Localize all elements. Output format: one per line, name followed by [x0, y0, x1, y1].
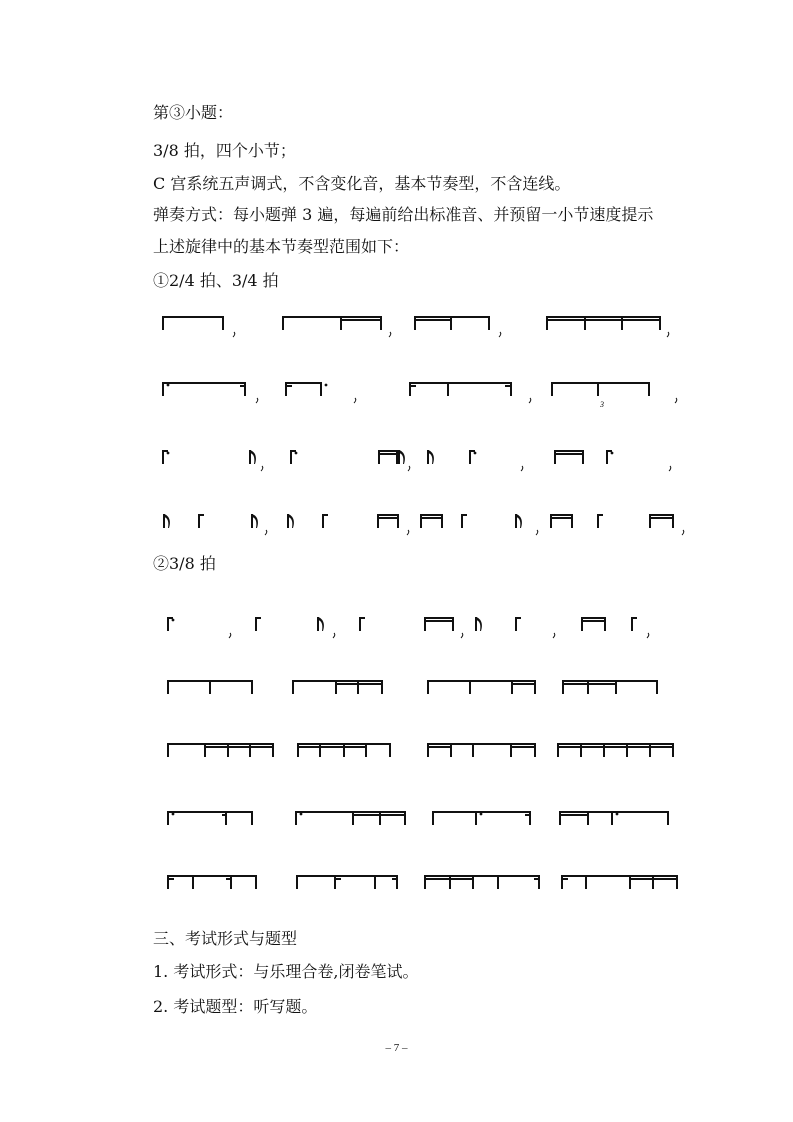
note-stem [676, 875, 678, 889]
separator-comma [529, 398, 531, 403]
note-stem [475, 811, 477, 825]
note-stem [162, 382, 164, 396]
note-stem [320, 382, 322, 396]
note-stem [167, 811, 169, 825]
note-stem [550, 514, 552, 528]
note-stem [292, 680, 294, 694]
note-stem [534, 743, 536, 757]
note-beam [555, 450, 584, 452]
note-beam [425, 875, 474, 877]
note-beam [286, 385, 292, 387]
note-beam [335, 875, 341, 877]
note-dot [611, 452, 614, 455]
note-beam [163, 382, 246, 384]
note-stem [285, 382, 287, 396]
quarter-note [255, 617, 261, 631]
note-beam [433, 811, 531, 813]
note-stem [672, 743, 674, 757]
note-beam [551, 514, 573, 516]
note-beam [505, 385, 512, 387]
eighth-note [249, 450, 256, 464]
note-stem [209, 680, 211, 694]
eighth-note [317, 617, 324, 631]
note-dot [300, 813, 303, 816]
separator-comma [647, 633, 649, 638]
note-beam [558, 743, 674, 745]
section-heading-38: ②3/8 拍 [153, 554, 216, 573]
note-beam [650, 517, 674, 519]
quarter-note [359, 617, 365, 631]
note-stem [420, 514, 422, 528]
eighth-note [475, 617, 482, 631]
note-dot [295, 452, 298, 455]
exam-type-item: 2. 考试题型：听写题。 [153, 997, 318, 1016]
separator-comma [682, 530, 684, 535]
note-stem [626, 743, 628, 757]
note-beam [428, 746, 452, 748]
note-beam [410, 385, 416, 387]
note-beam [582, 617, 606, 619]
note-beam [547, 316, 661, 318]
note-beam [410, 382, 416, 384]
note-beam [298, 743, 367, 745]
note-beam [421, 517, 443, 519]
note-stem [192, 875, 194, 889]
note-dot [172, 813, 175, 816]
note-stem [414, 316, 416, 330]
note-stem [659, 316, 661, 330]
note-beam [379, 453, 398, 455]
note-beam [240, 385, 246, 387]
quarter-note [597, 514, 603, 528]
note-stem [389, 743, 391, 757]
note-stem [649, 514, 651, 528]
note-stem [551, 382, 553, 396]
note-beam [341, 319, 382, 321]
note-stem [497, 875, 499, 889]
quarter-note [631, 617, 637, 631]
note-stem [167, 743, 169, 757]
note-beam [336, 683, 383, 685]
note-dot [325, 384, 328, 387]
subquestion-title: 第③小题： [153, 103, 234, 122]
note-stem [204, 743, 206, 757]
note-stem [272, 743, 274, 757]
separator-comma [233, 332, 235, 337]
note-beam [378, 517, 399, 519]
note-beam [560, 811, 589, 813]
quarter-note [461, 514, 467, 528]
note-stem [441, 514, 443, 528]
note-beam [534, 878, 540, 880]
note-stem [449, 875, 451, 889]
note-stem [409, 382, 411, 396]
note-stem [167, 875, 169, 889]
note-stem [432, 811, 434, 825]
note-stem [427, 680, 429, 694]
note-beam [379, 450, 398, 452]
note-stem [404, 811, 406, 825]
note-stem [396, 875, 398, 889]
note-stem [340, 316, 342, 330]
eighth-note [427, 450, 434, 464]
note-stem [297, 743, 299, 757]
note-stem [488, 316, 490, 330]
note-dot [480, 813, 483, 816]
note-stem [427, 743, 429, 757]
note-stem [450, 743, 452, 757]
separator-comma [461, 633, 463, 638]
note-beam [205, 746, 274, 748]
note-stem [538, 875, 540, 889]
note-stem [244, 382, 246, 396]
note-stem [667, 811, 669, 825]
eighth-note [515, 514, 522, 528]
playing-info: 弹奏方式：每小题弹 3 遍，每遍前给出标准音、并预留一小节速度提示 [153, 205, 654, 224]
note-beam [547, 319, 661, 321]
note-dot [474, 452, 477, 455]
note-beam [650, 514, 674, 516]
note-stem [472, 743, 474, 757]
separator-comma [354, 398, 356, 403]
note-beam [415, 319, 452, 321]
note-stem [230, 875, 232, 889]
note-stem [652, 875, 654, 889]
separator-comma [536, 530, 538, 535]
note-beam [630, 878, 678, 880]
note-beam [560, 814, 589, 816]
rhythm-range-intro: 上述旋律中的基本节奏型范围如下： [153, 237, 410, 256]
note-stem [296, 875, 298, 889]
note-beam [335, 878, 341, 880]
quarter-note [198, 514, 204, 528]
note-beam [534, 875, 540, 877]
note-stem [581, 617, 583, 631]
note-stem [469, 680, 471, 694]
separator-comma [408, 466, 410, 471]
note-stem [397, 514, 399, 528]
note-stem [510, 743, 512, 757]
note-stem [561, 875, 563, 889]
note-stem [584, 316, 586, 330]
note-beam [505, 382, 512, 384]
note-beam [240, 382, 246, 384]
note-stem [546, 316, 548, 330]
note-stem [580, 743, 582, 757]
note-dot [172, 619, 175, 622]
note-beam [226, 875, 232, 877]
note-stem [587, 680, 589, 694]
note-stem [251, 680, 253, 694]
note-beam [168, 875, 174, 877]
note-stem [629, 875, 631, 889]
separator-comma [333, 633, 335, 638]
note-stem [511, 680, 513, 694]
note-stem [335, 680, 337, 694]
eighth-note [251, 514, 258, 528]
note-stem [559, 811, 561, 825]
note-stem [554, 450, 556, 464]
note-stem [649, 743, 651, 757]
note-stem [374, 875, 376, 889]
note-beam [563, 683, 617, 685]
meter-info: 3/8 拍，四个小节； [153, 141, 296, 160]
note-beam [353, 811, 406, 813]
separator-comma [667, 332, 669, 337]
triplet-mark: 3 [600, 400, 604, 409]
separator-comma [407, 530, 409, 535]
note-beam [563, 680, 617, 682]
note-stem [352, 811, 354, 825]
note-beam [630, 875, 678, 877]
note-dot [616, 813, 619, 816]
note-stem [447, 382, 449, 396]
separator-comma [265, 530, 267, 535]
note-beam [558, 746, 674, 748]
note-beam [410, 382, 512, 384]
note-beam [552, 382, 650, 384]
note-stem [381, 680, 383, 694]
note-beam [298, 746, 367, 748]
note-beam [512, 683, 536, 685]
note-stem [510, 382, 512, 396]
note-stem [587, 811, 589, 825]
note-stem [295, 811, 297, 825]
note-beam [336, 680, 383, 682]
note-stem [167, 680, 169, 694]
note-beam [205, 743, 274, 745]
eighth-note [163, 514, 170, 528]
note-beam [168, 875, 257, 877]
note-stem [557, 743, 559, 757]
note-beam [555, 453, 584, 455]
note-stem [656, 680, 658, 694]
note-beam [168, 811, 253, 813]
note-beam [562, 875, 568, 877]
note-stem [357, 680, 359, 694]
note-stem [648, 382, 650, 396]
eighth-note [287, 514, 294, 528]
separator-comma [261, 466, 263, 471]
separator-comma [669, 466, 671, 471]
note-stem [672, 514, 674, 528]
note-beam [421, 514, 443, 516]
note-beam [425, 617, 454, 619]
note-beam [512, 680, 536, 682]
note-beam [353, 814, 406, 816]
note-dot [167, 452, 170, 455]
eighth-note [398, 450, 405, 464]
note-stem [603, 743, 605, 757]
note-beam [226, 878, 232, 880]
mode-info: C 宫系统五声调式，不含变化音，基本节奏型，不含连线。 [153, 174, 571, 193]
note-stem [222, 316, 224, 330]
note-stem [396, 450, 398, 464]
note-beam [511, 743, 536, 745]
note-beam [425, 878, 474, 880]
note-beam [222, 814, 227, 816]
quarter-note [322, 514, 328, 528]
separator-comma [229, 633, 231, 638]
separator-comma [521, 466, 523, 471]
note-stem [378, 450, 380, 464]
note-stem [562, 680, 564, 694]
note-beam [582, 620, 606, 622]
separator-comma [553, 633, 555, 638]
note-beam [525, 811, 531, 813]
note-stem [379, 811, 381, 825]
note-stem [225, 811, 227, 825]
note-stem [571, 514, 573, 528]
note-stem [424, 875, 426, 889]
note-stem [377, 514, 379, 528]
note-dot [167, 384, 170, 387]
note-stem [452, 617, 454, 631]
note-stem [251, 811, 253, 825]
note-stem [380, 316, 382, 330]
note-stem [424, 617, 426, 631]
note-stem [249, 743, 251, 757]
note-beam [511, 746, 536, 748]
note-beam [222, 811, 227, 813]
note-stem [529, 811, 531, 825]
note-beam [392, 878, 398, 880]
note-stem [611, 811, 613, 825]
note-stem [621, 316, 623, 330]
note-stem [615, 680, 617, 694]
section-heading-24-34: ①2/4 拍、3/4 拍 [153, 271, 279, 290]
note-beam [297, 875, 398, 877]
note-stem [343, 743, 345, 757]
note-beam [163, 316, 224, 318]
note-beam [425, 620, 454, 622]
exam-section-heading: 三、考试形式与题型 [153, 929, 298, 948]
note-stem [597, 382, 599, 396]
note-stem [450, 316, 452, 330]
note-beam [562, 878, 568, 880]
note-stem [582, 450, 584, 464]
note-beam [525, 814, 531, 816]
note-beam [168, 878, 174, 880]
note-stem [585, 875, 587, 889]
note-stem [604, 617, 606, 631]
separator-comma [256, 398, 258, 403]
note-stem [282, 316, 284, 330]
note-stem [534, 680, 536, 694]
note-beam [551, 517, 573, 519]
note-stem [334, 875, 336, 889]
note-beam [428, 743, 452, 745]
separator-comma [675, 398, 677, 403]
note-beam [378, 514, 399, 516]
page-number: – 7 – [385, 1042, 408, 1054]
note-beam [286, 382, 292, 384]
note-stem [365, 743, 367, 757]
note-beam [168, 680, 253, 682]
note-beam [415, 316, 452, 318]
note-beam [341, 316, 382, 318]
separator-comma [389, 332, 391, 337]
note-stem [319, 743, 321, 757]
note-stem [472, 875, 474, 889]
exam-form-item: 1. 考试形式：与乐理合卷,闭卷笔试。 [153, 962, 419, 981]
note-stem [162, 316, 164, 330]
note-beam [392, 875, 398, 877]
note-stem [255, 875, 257, 889]
separator-comma [499, 332, 501, 337]
note-stem [227, 743, 229, 757]
quarter-note [515, 617, 521, 631]
